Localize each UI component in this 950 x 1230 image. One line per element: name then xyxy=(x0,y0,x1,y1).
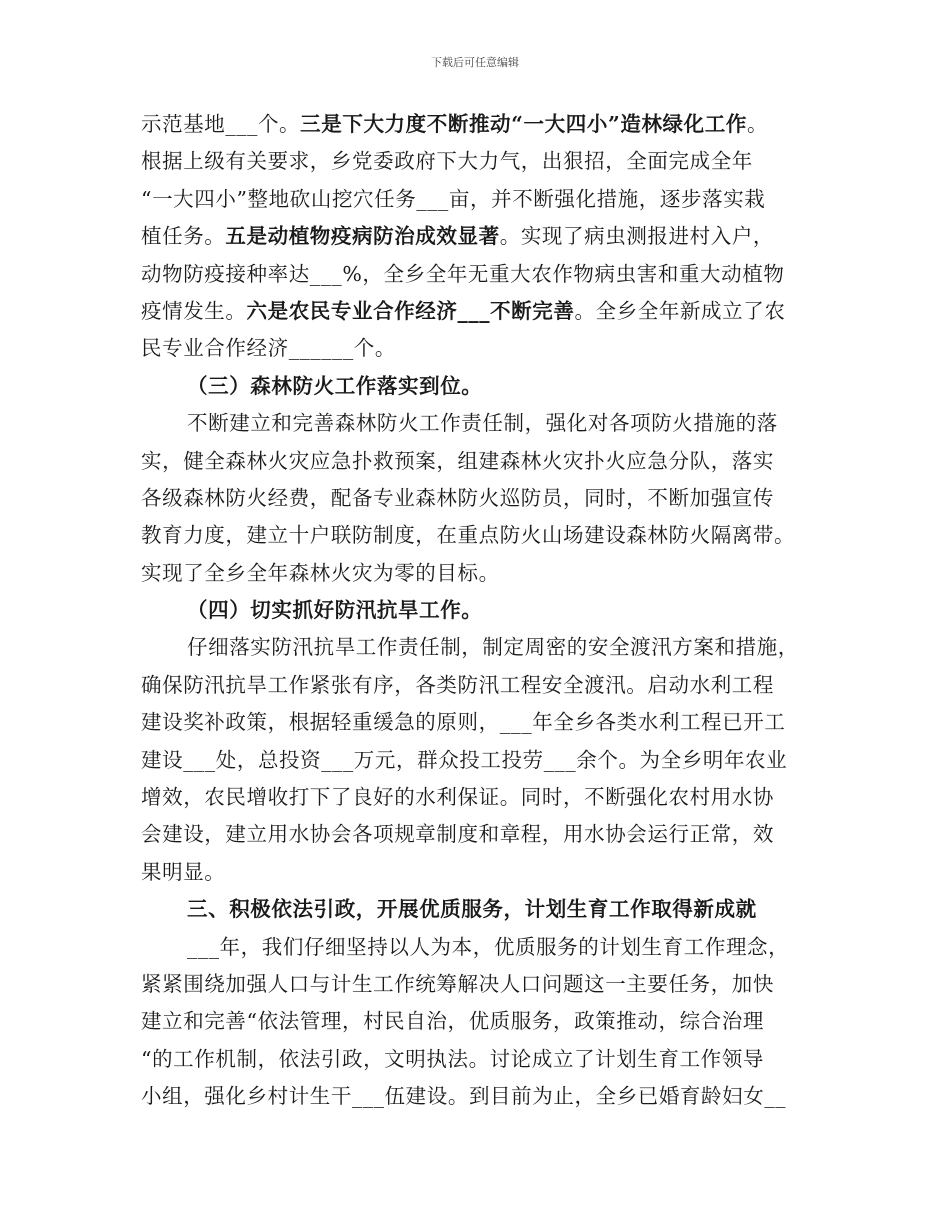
paragraph-line: 根据上级有关要求，乡党委政府下大力气，出狠招，全面完成全年 xyxy=(141,149,753,174)
paragraph-line: 建立和完善“依法管理，村民自治，优质服务，政策推动，综合治理 xyxy=(141,1009,764,1034)
paragraph-line: 动物防疫接种率达___%，全乡全年无重大农作物病虫害和重大动植物 xyxy=(141,261,785,286)
paragraph-line: 实，健全森林火灾应急扑救预案，组建森林火灾扑火应急分队，落实 xyxy=(141,448,774,473)
paragraph-line: 民专业合作经济______个。 xyxy=(141,336,396,361)
paragraph-line: 不断建立和完善森林防火工作责任制，强化对各项防火措施的落 xyxy=(187,411,778,436)
section-heading: （三）森林防火工作落实到位。 xyxy=(187,373,483,398)
paragraph-line: 实现了全乡全年森林火灾为零的目标。 xyxy=(141,560,500,585)
paragraph-line: 果明显。 xyxy=(141,859,226,884)
paragraph-line: “一大四小”整地砍山挖穴任务___亩，并不断强化措施，逐步落实栽 xyxy=(141,186,766,211)
document-body xyxy=(141,106,821,1116)
paragraph-line: 仔细落实防汛抗旱工作责任制，制定周密的安全渡汛方案和措施， xyxy=(187,635,799,660)
paragraph-line: ___年，我们仔细坚持以人为本，优质服务的计划生育工作理念， xyxy=(187,934,790,959)
paragraph-line: 紧紧围绕加强人口与计生工作统筹解决人口问题这一主要任务，加快 xyxy=(141,971,774,996)
paragraph-line: 增效，农民增收打下了良好的水利保证。同时，不断强化农村用水协 xyxy=(141,785,774,810)
paragraph-line: 各级森林防火经费，配备专业森林防火巡防员，同时，不断加强宣传 xyxy=(141,485,774,510)
paragraph-line: 植任务。五是动植物疫病防治成效显著。实现了病虫测报进村入户， xyxy=(141,224,775,249)
paragraph-line: 疫情发生。六是农民专业合作经济___不断完善。全乡全年新成立了农 xyxy=(141,298,786,323)
paragraph-line: 教育力度，建立十户联防制度，在重点防火山场建设森林防火隔离带。 xyxy=(141,523,796,548)
page-header: 下载后可任意编辑 xyxy=(431,56,519,69)
paragraph-line: 小组，强化乡村计生干___伍建设。到目前为止，全乡已婚育龄妇女__ xyxy=(141,1084,787,1109)
chapter-heading: 三、积极依法引政，开展优质服务，计划生育工作取得新成就 xyxy=(187,897,757,922)
paragraph-line: 示范基地___个。三是下大力度不断推动“一大四小”造林绿化工作。 xyxy=(141,112,769,136)
paragraph-line: 会建设，建立用水协会各项规章制度和章程，用水协会运行正常，效 xyxy=(141,822,774,847)
paragraph-line: “的工作机制，依法引政，文明执法。讨论成立了计划生育工作领导 xyxy=(141,1046,764,1071)
paragraph-line: 建设___处，总投资___万元，群众投工投劳___余个。为全乡明年农业 xyxy=(141,747,788,772)
paragraph-line: 建设奖补政策，根据轻重缓急的原则，___年全乡各类水利工程已开工 xyxy=(141,710,786,735)
section-heading: （四）切实抓好防汛抗旱工作。 xyxy=(187,598,483,623)
paragraph-line: 确保防汛抗旱工作紧张有序，各类防汛工程安全渡汛。启动水利工程 xyxy=(141,672,774,697)
